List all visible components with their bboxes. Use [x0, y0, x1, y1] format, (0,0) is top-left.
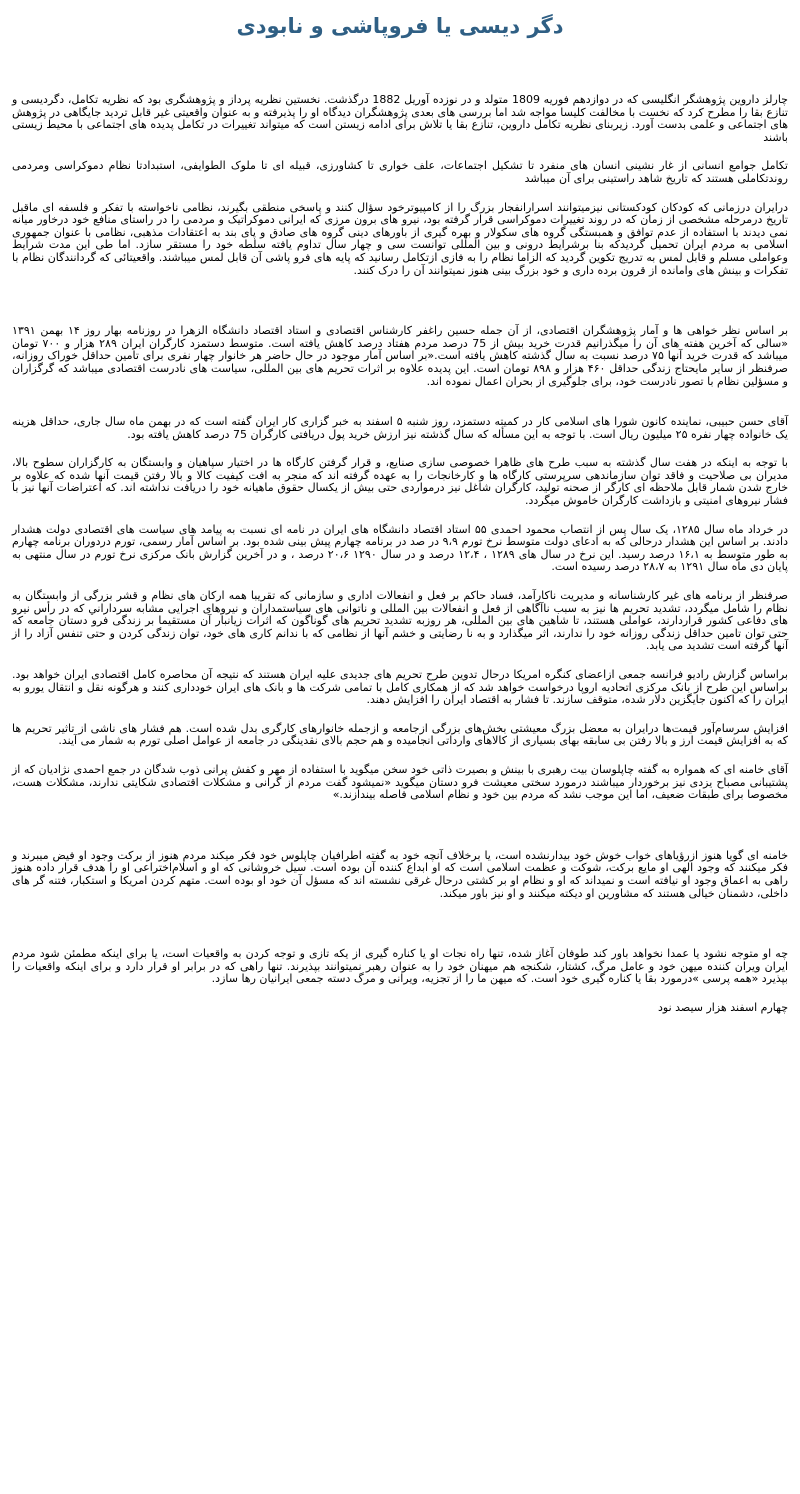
paragraph-habibi: آقای حسن حبیبی، نماینده کانون شورا های اسلامی کار در کمیته دستمزد، روز شنبه ۵ اسفند به خبر گزاری کار ایران گفته است که در بهمن ماه سال جاری، حداقل هزینه یک خانواده چهار نفره ۲۵ میلیون ریال است. با توجه به این مسأله که سال گذشته نیز ارزش خرید پول دریافتی کارگران 75 درصد کاهش یافته بود.: [12, 415, 789, 441]
paragraph-darwin: چارلز داروین پژوهشگر انگلیسی که در دوازدهم فوریه 1809 متولد و در نوزده آوریل 1882 درگذشت. نخستین نظریه پرداز و پژوهشگری بود که نظریه تکامل، دگردیسی و تنازع بقا را مطرح کرد که نخست با مخالفت کلیسا مواجه شد اما بررسی های بعدی پژوهشگران دیدگاه او را پذیرفته و به عنوان واقعیتی غیر قابل تردید جایگاهی در پژوهش های اجتماعی و علمی بدست آورد. زیربنای نظریه تکامل داروین، تنازع بقا یا تلاش برای ادامه زیستن است که میتواند تغییرات در تکامل پدیده های اجتماعی با محیط زیستی باشند: [12, 93, 788, 144]
paragraph-referendum: چه او متوجه نشود یا عمدا نخواهد باور کند طوفان آغاز شده، تنها راه نجات او یا کناره گیری از یکه تازی و توجه کردن به واقعیات است، یا برای اینکه مطمئن شود مردم ایران ویران کننده میهن خود و عامل مرگ، کشتار، شکنجه هم میهنان خود را به عنوان رهبر نمیتوانند بپذیرند. تنها راهی که در برابر او قرار دارد و برای اینکه واقعیات را بپذیرد «همه پرسی »درمورد بقا یا کناره گیری خود است. که میهن ما را از تجزیه، ویرانی و مرگ دسته جمعی ایرانیان رها سازد.: [12, 947, 788, 986]
paragraph-sanctions: براساس گزارش رادیو فرانسه جمعی ازاعضای کنگره امریکا درحال تدوین طرح تحریم های جدیدی علیه ایران هستند که نتیجه آن محاصره کامل اقتصادی ایران خواهد بود. براساس این طرح از بانک مرکزی اتحادیه اروپا درخواست خواهد شد که از همکاری کامل با تمامی شرکت ها و بانک های ایران خودداری کنند و هرگونه نقل و انتقال یورو به ایران را که اکنون جایگزین دلار شده، متوقف سازند. تا فشار به اقتصاد ایران را افزایش دهند.: [12, 668, 788, 707]
paragraph-purchasing-power: بر اساس نظر خواهی ها و آمار پژوهشگران اقتصادی، از آن جمله حسین راغفر کارشناس اقتصادی و استاد اقتصاد دانشگاه الزهرا در روزنامه بهار روز ۱۴ بهمن ۱۳۹۱ «سالی که آخرین هفته های آن را میگذرانیم قدرت خرید بیش از 75 درصد مردم هفتاد درصد کاهش یافته است. متوسط دستمزد کارگران ایران ۲۸۹ هزار و ۷۰۰ تومان میباشد که قدرت خرید آنها ۷۵ درصد نسبت به سال گذشته کاهش یافته است.«بر اساس آمار موجود در حال حاضر هر خانوار چهار نفری برای تامین حداقل خوراک روزانه، صرفنظر از سایر مایحتاج زندگی حداقل ۴۶۰ هزار و ۸۹۸ تومان است. این پدیده علاوه بر اثرات تحریم های بین المللی، سیاست های نادرست اقتصادی میباشد که گرگزاران و مسؤلین نظام با تصور نادرست خود، برای جلوگیری از بحران اعمال نموده اند.: [12, 324, 789, 388]
spacer: [12, 293, 788, 325]
page-title: دگر دیسی یا فروپاشی و نابودی: [236, 14, 564, 38]
paragraph-iran-regime: درایران درزمانی که کودکان کودکستانی نیزمیتوانند اسرارانفجار بزرگ را از کامپیوترخود سؤال کنند و پاسخی منطقی بگیرند، نظامی ناخواسته با تفکر و فلسفه ای ماقبل تاریخ درمرحله مشخصی از زمان که در روند تغییرات دموکراسی قرار گرفته بود، نیرو های برون مرزی که ایرانی دموکراتیک و مردمی را در راستای منافع خود درخاور میانه نمی دیدند با استفاده از عدم توافق و همبستگی گروه های سکولار و بهره گیری از باورهای دینی گروه های صادق و پای بند به اعتقادات مذهبی، نظامی با عنوان جمهوری اسلامی به مردم ایران تحمیل گردیدکه بنا برشرایط درونی و بین المللی توانست سی و چهار سال تداوم یافته سلطه خود را مستقر سازد. اما طی این مدت شرایط وعواملی مسلم و قابل لمس به تدریج تکوین گردید که الزاما نظام را به فازی ازتکامل رسانید که پایه های فرو پاشی آن قابل لمس میباشند. واقعیتائی که گردانندگان نظام با تفکرات و بینش های وامانده از قرون برده داری و خود بزرگ بینی هنوز نمیتوانند آن را درک کنند.: [12, 200, 788, 277]
paragraph-dreams: خامنه ای گویا هنوز ازرؤیاهای خواب خوش خود بیدارنشده است، یا برخلاف آنچه خود به گفته اطرافیان چاپلوس خود فکر میکند مردم هنوز از برکت وجود او فیض میبرند و فکر میکنند که وجود الهی او مایع برکت، شوکت و عظمت اسلامی است که او ابداع کننده آن بوده است. سیل خروشانی که او و اسلام‌اختراعی او را هدف قرار داده هنوز راهی به اعماق وجود او نیافته است و نمیداند که او و نظام او بر کشتی درحال غرقی نشسته اند که مسؤل آن خود او بوده است. متهم کردن امریکا و استکبار، فتنه گر های داخلی، دشمنان خیالی هستند که مشاورین او دیکته میکنند و او نیز باور میکند.: [12, 848, 788, 900]
spacer: [12, 818, 788, 850]
paragraph-privatization: با توجه به اینکه در هفت سال گذشته به سبب طرح های ظاهرا خصوصی سازی صنایع، و قرار گرفتن کارگاه ها در اختیار سپاهیان و وابستگان به کارگزاران سطوح بالا، مدیران بی صلاحیت و فاقد توان سازماندهی سرپرستی کارگاه ها و کارخانجات را به عهده گرفته اند که منجر به افت کیفیت کالا و بالا رفتن قیمت آنها شده که علاوه بر خارج شدن شمار قابل ملاحظه ای کارگر از صحنه تولید، کارگران شاغل نیز درمواردی حتی بیش از یکسال حقوق ماهیانه خود را دریافت نداشته اند. که اعتراضات آنها نیز با فشار نیروهای امنیتی و بازداشت کارگران خاموش میگردد.: [12, 456, 788, 508]
paragraph-date: چهارم اسفند هزار سیصد نود: [658, 1000, 788, 1014]
paragraph-inflation: در خرداد ماه سال ۱۲۸۵، یک سال پس از انتصاب محمود احمدی ۵۵ استاد اقتصاد دانشگاه های ایران در نامه ای نسبت به پیامد های سیاست های اقتصادی دولت هشدار دادند. بر اساس این هشدار درحالی که به ادعای دولت متوسط نرخ تورم ۹،۹ در صد در برنامه چهارم پیش بینی شده بود. بر اساس آمار رسمی، تورم دردوران برنامه چهارم به طور متوسط به ۱۶،۱ درصد رسید. این نرخ در سال های ۱۲۸۹ ، ۱۲،۴ درصد و در سال ۱۲۹۰ ۲۰،۶ درصد ، و در آخرین گزارش بانک مرکزی نرخ تورم در سال منتهی به پایان دی ماه سال ۱۲۹۱ به ۲۸،۷ درصد رسیده است.: [12, 522, 789, 574]
paragraph-mismanagement: صرفنظر از برنامه های غیر کارشناسانه و مدیریت ناکارآمد، فساد حاکم بر فعل و انفعالات اداری و سازمانی که تقریبا همه ارکان های نظام و قشر بزرگی از وابستگان به نظام را شامل میگردد، تشدید تحریم ها نیز به سبب ناآگاهی از فعل و انفعالات بین المللی و ناتوانی های سیاستمداران و نیروهای اجرایی مشابه سرداراني که در رأس نیرو های دفاعی کشور قراردارند، عواملی هستند، تا شاهین های بین المللی، هر روزبه تشدید تحریم های گوناگون که اثرات زیانبار آن مستقیما بر زندگی فرو دستان جامعه که حتی توان تامین حداقل زندگی روزانه خود را ندارند، اثر میگذارد و به نا رضایتی و خشم آنها از نظامی که با ندانم کاری های خود، توان زندگی کردن و حتی تنفس آزاد را از آنها گرفته است تشدید می یابد.: [12, 589, 788, 653]
paragraph-evolution: تکامل جوامع انسانی از غار نشینی انسان های منفرد تا تشکیل اجتماعات، علف خواری تا کشاورزی، قبیله ای تا ملوک الطوایفی، استبدادتا نظام دموکراسی ومردمی روندتکاملی هستند که تاریخ شاهد راستینی برای آن میباشد: [12, 159, 788, 185]
paragraph-prices: افزایش سرسام‌آور قیمت‌ها درایران به معضل بزرگ معیشتی بخش‌های بزرگی ازجامعه و ازجمله خانوارهای کارگری بدل شده است. هم فشار های ناشی از تاثیر تحریم ها که به افزایش قیمت ارز و بالا رفتن بی سابقه بهای بسیاری از کالاهای وارداتی انجامیده و هم حجم بالای نقدینگی در جامعه از عوامل اصلی تورم به شمار می آیند.: [12, 721, 788, 748]
spacer: [12, 916, 788, 948]
paragraph-khamenei-quote: آقای خامنه ای که همواره به گفته چاپلوسان بیت رهبری با بینش و بصیرت ذاتی خود سخن میگوید با استفاده از مهر و کفش پرانی ذوب شدگان در جمع احمدی نژادیان که از پشتیبانی مصباح یزدی نیز برخوردار میباشند درمورد سختی معیشت فرو دستان میگوید «نمیشود گفت مردم از گرانی و مشکلات اقتصادی شکایتی ندارند، مشکلات هست، مخصوصا برای طبقات ضعیف، اما این موجب نشد که مردم بین خود و نظام اسلامی فاصله بیندازند.»: [12, 762, 788, 802]
